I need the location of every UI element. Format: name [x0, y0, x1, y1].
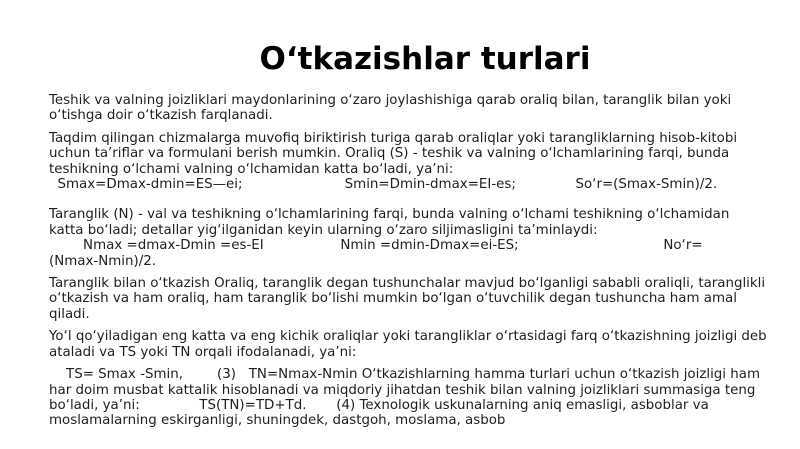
- paragraph-otuvchilik: Taranglik bilan o‘tkazish Oraliq, taranglik degan tushunchalar mavjud bo‘lganligi sababli oraliqli, tarangliklі o‘tkazish va ham oraliq, ham taranglik bo‘lishi mumkin bo‘lgan o‘tuvchilik degan tushuncha ham amal qiladi.: [49, 276, 766, 322]
- formula-taranglik: Nmax =dmax-Dmin =es-EI Nmin =dmin-Dmax=ei-ES; No‘r=: [49, 238, 703, 254]
- taranglik-definition-text: Taranglik (N) - val va teshikning o‘lchamlarining farqi, bunda valning o‘lchami teshikning o‘lchamidan katta bo‘ladi; detallar yig‘ilganidan keyin ularning o‘zaro siljimasligini ta’minlaydi:: [49, 207, 730, 238]
- slide-title: O‘tkazishlar turlari: [259, 41, 591, 77]
- paragraph-joizlik-formulas: TS= Smax -Smin, (3) TN=Nmax-Nmin O‘tkazishlarning hamma turlari uchun o‘tkazish joizligi ham har doim musbat kattalik hisoblanadi va miqdoriy jihatdan teshik bilan valning joizliklari summasiga teng bo‘ladi, ya’ni: TS(TN)=TD+Td. (4) Texnologik uskunalarning aniq emasligi, asboblar va moslamalarning eskirganligi, shuningdek, dastgoh, moslama, asbob: [49, 367, 765, 429]
- paragraph-oraliq-definition: [49, 131, 767, 193]
- slide-body: [49, 93, 767, 436]
- paragraph-joizlik-intro: Teshik va valning joizliklari maydonlarining o‘zaro joylashishiga qarab oraliq bilan, taranglik bilan yoki o‘tishga doir o‘tkazish farqlanadi.: [49, 93, 732, 124]
- oraliq-definition-text: Taqdim qilingan chizmalarga muvofiq biriktirish turiga qarab oraliqlar yoki tarangliklarning hisob-kitobi uchun ta’riflar va formulani berish mumkin. Oraliq (S) - teshik va valning o‘lchamlarining farqi, bunda teshikning o‘lchami valning o‘lchamidan katta bo‘ladi, ya’ni:: [49, 130, 738, 177]
- paragraph-otkazish-joizligi: Yo‘l qo‘yiladigan eng katta va eng kichik oraliqlar yoki tarangliklar o‘rtasidagi farq o‘tkazishning joizligi deb ataladi va TS yoki TN orqali ifodalanadi, ya’ni:: [49, 329, 767, 360]
- formula-taranglik-continuation: (Nmax-Nmin)/2.: [49, 253, 157, 269]
- formula-oraliq: Smax=Dmax-dmin=ES—ei; Smin=Dmin-dmax=EI-es; So‘r=(Smax-Smin)/2.: [49, 177, 718, 193]
- paragraph-taranglik-definition: [49, 207, 767, 269]
